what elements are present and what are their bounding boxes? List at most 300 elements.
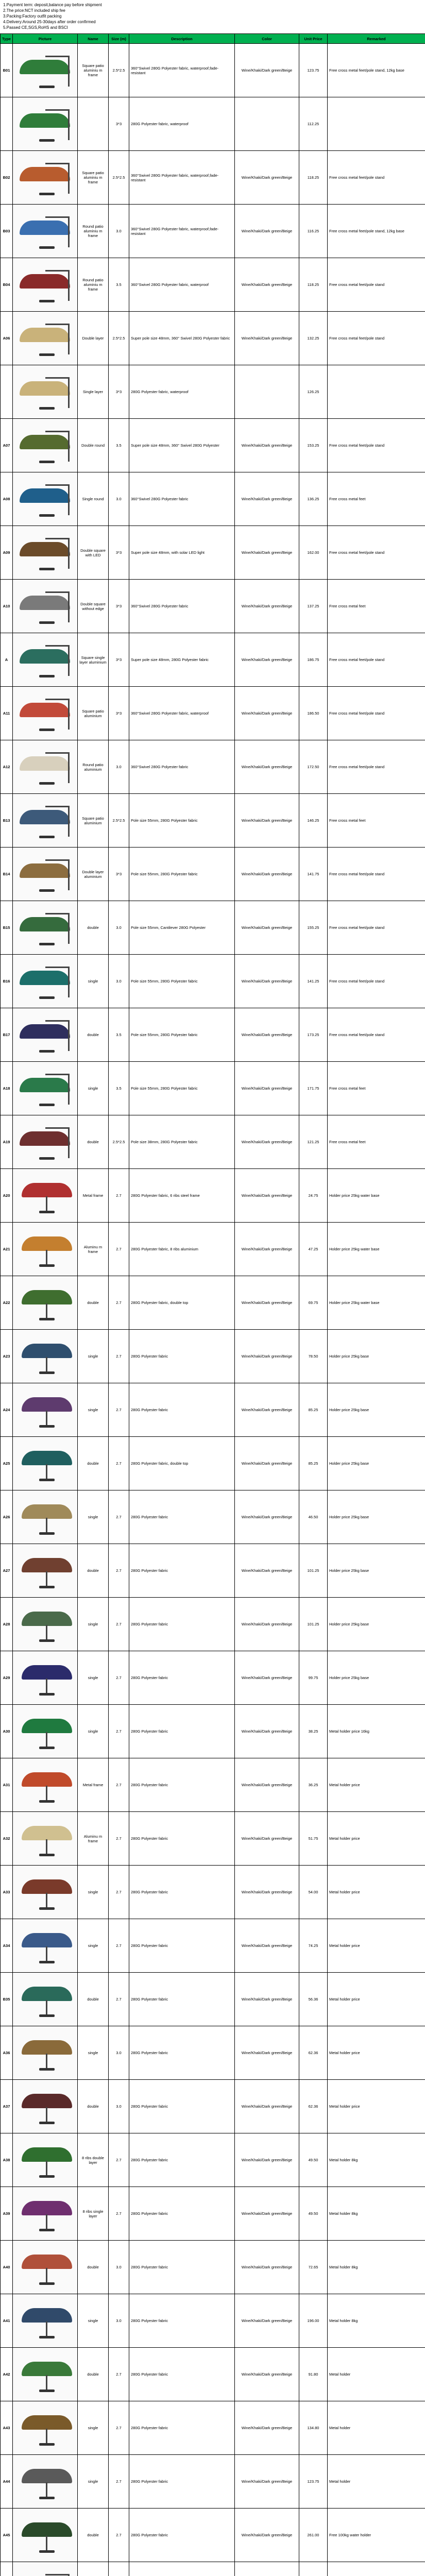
base-shape — [39, 1371, 55, 1374]
cell-size: 2.7 — [109, 2133, 129, 2187]
arm-shape — [45, 752, 69, 754]
table-row — [1, 1330, 425, 1383]
base-shape — [39, 2336, 55, 2338]
canopy-shape — [22, 1879, 72, 1894]
umbrella-image — [14, 2087, 78, 2127]
cell-remark: Free cross metal feet/pole stand — [328, 848, 425, 901]
product-image — [13, 1062, 78, 1115]
note-line: 2.The price:NCT included ship fee — [3, 8, 65, 13]
table-row — [1, 2187, 425, 2241]
cell-type: A21 — [1, 1223, 13, 1276]
canopy-shape — [20, 167, 70, 181]
cell-size: 3*3 — [109, 580, 129, 633]
cell-price: 171.75 — [299, 1062, 328, 1115]
cell-price: 78.50 — [299, 1330, 328, 1383]
cell-price: 49.50 — [299, 2133, 328, 2187]
cell-remark: Free cross metal feet/pole stand — [328, 687, 425, 740]
cell-desc: 280G Polyester fabric — [129, 1651, 235, 1705]
arm-shape — [45, 163, 69, 164]
arm-shape — [45, 699, 69, 700]
cell-desc: 360°Swivel 280G Polyester fabric, waterproof,fade-resistant — [129, 44, 235, 97]
table-row — [1, 2080, 425, 2133]
cell-price: 56.36 — [299, 1973, 328, 2026]
cell-desc: Super pole size 48mm, 360° Swivel 280G Polyester — [129, 419, 235, 472]
cell-name: single — [78, 1490, 109, 1544]
cell-price: 162.00 — [299, 526, 328, 580]
product-image — [13, 901, 78, 955]
umbrella-image — [14, 50, 78, 91]
cell-desc: 280G Polyester fabric, waterproof — [129, 97, 235, 151]
cell-size: 3.0 — [109, 2026, 129, 2080]
cell-type: A41 — [1, 2294, 13, 2348]
umbrella-image — [14, 2301, 78, 2341]
table-row — [1, 2509, 425, 2562]
product-image — [13, 97, 78, 151]
cell-remark: Holder price 25kg base — [328, 1651, 425, 1705]
pole-shape — [68, 377, 70, 408]
cell-type: A32 — [1, 1812, 13, 1866]
arm-shape — [45, 591, 69, 593]
cell-desc: 280G Polyester fabric — [129, 1973, 235, 2026]
cell-remark: Free cross metal feet — [328, 1115, 425, 1169]
cell-size: 2.5*2.5 — [109, 1115, 129, 1169]
cell-name: single — [78, 2026, 109, 2080]
base-shape — [39, 621, 55, 624]
cell-price: 99.75 — [299, 1651, 328, 1705]
cell-size: 3*3 — [109, 526, 129, 580]
cell-remark: Holder price 25kg base — [328, 1598, 425, 1651]
table-row — [1, 1276, 425, 1330]
cell-size: 3*3 — [109, 687, 129, 740]
table-row — [1, 2133, 425, 2187]
base-shape — [39, 2229, 55, 2231]
cell-name: single — [78, 2455, 109, 2509]
canopy-shape — [22, 1236, 72, 1251]
product-image — [13, 848, 78, 901]
cell-size: 2.7 — [109, 2348, 129, 2401]
cell-type: B13 — [1, 794, 13, 848]
umbrella-image — [14, 586, 78, 626]
cell-remark — [328, 97, 425, 151]
umbrella-image — [14, 640, 78, 680]
cell-name: single — [78, 1705, 109, 1758]
table-row — [1, 472, 425, 526]
product-image — [13, 1276, 78, 1330]
canopy-shape — [20, 488, 70, 503]
table-row — [1, 44, 425, 97]
cell-price: 196.00 — [299, 2294, 328, 2348]
pole-shape — [68, 806, 70, 837]
cell-name: double — [78, 2241, 109, 2294]
cell-color: Wine/Khaki/Dark green/Beige — [235, 2401, 299, 2455]
cell-type: A23 — [1, 1330, 13, 1383]
base-shape — [39, 193, 55, 195]
cell-remark: Holder price 25kg base — [328, 1330, 425, 1383]
canopy-shape — [20, 917, 70, 931]
cell-price: 173.25 — [299, 1008, 328, 1062]
base-shape — [39, 1211, 55, 1213]
umbrella-image — [14, 1336, 78, 1377]
base-shape — [39, 2550, 55, 2553]
cell-name: Round patio aluminiu m frame — [78, 205, 109, 258]
product-image — [13, 1919, 78, 1973]
pole-shape — [46, 2321, 47, 2337]
product-image — [13, 1169, 78, 1223]
product-image — [13, 1008, 78, 1062]
cell-size: 3.0 — [109, 901, 129, 955]
umbrella-image — [14, 2033, 78, 2073]
base-shape — [39, 1854, 55, 1856]
canopy-shape — [22, 2308, 72, 2323]
cell-color: Wine/Khaki/Dark green/Beige — [235, 1223, 299, 1276]
cell-price: 24.75 — [299, 1169, 328, 1223]
cell-size: 2.7 — [109, 1919, 129, 1973]
cell-color: Wine/Khaki/Dark green/Beige — [235, 2241, 299, 2294]
product-image — [13, 2241, 78, 2294]
cell-price: 101.25 — [299, 1544, 328, 1598]
cell-size: 2.7 — [109, 1383, 129, 1437]
cell-remark: Metal holder 8kg — [328, 2133, 425, 2187]
arm-shape — [45, 2574, 69, 2575]
umbrella-image — [14, 1122, 78, 1162]
cell-color: Wine/Khaki/Dark green/Beige — [235, 1973, 299, 2026]
canopy-shape — [22, 1290, 72, 1304]
base-shape — [39, 1961, 55, 1963]
cell-price: 49.50 — [299, 2187, 328, 2241]
cell-type: A45 — [1, 2509, 13, 2562]
cell-color: Wine/Khaki/Dark green/Beige — [235, 151, 299, 205]
cell-desc: 360°Swivel 280G Polyester fabric, waterproof — [129, 258, 235, 312]
cell-size: 2.7 — [109, 1973, 129, 2026]
cell-remark: Metal holder — [328, 2348, 425, 2401]
cell-desc: 280G Polyester fabric — [129, 1866, 235, 1919]
table-row — [1, 1705, 425, 1758]
cell-desc: Super pole size 48mm, 280G Polyester fabric — [129, 633, 235, 687]
cell-size: 3.5 — [109, 419, 129, 472]
cell-desc: 280G Polyester fabric — [129, 2080, 235, 2133]
pole-shape — [46, 1250, 47, 1265]
cell-price: 51.75 — [299, 1812, 328, 1866]
umbrella-image — [14, 1551, 78, 1591]
cell-desc: 280G Polyester fabric — [129, 1758, 235, 1812]
header-unit-price: Unit Price — [299, 34, 328, 44]
cell-remark: Metal holder — [328, 2455, 425, 2509]
cell-name: single — [78, 1330, 109, 1383]
cell-remark: Free cross metal feet/pole stand — [328, 419, 425, 472]
table-row — [1, 1490, 425, 1544]
table-row — [1, 205, 425, 258]
cell-desc: 280G Polyester fabric, 6 ribs steel frame — [129, 1169, 235, 1223]
cell-name: double — [78, 1437, 109, 1490]
cell-desc: 280G Polyester fabric — [129, 1919, 235, 1973]
cell-desc: 360°Swivel 280G Polyester fabric — [129, 580, 235, 633]
cell-type: A27 — [1, 1544, 13, 1598]
cell-desc: 280G Polyester fabric, waterproof — [129, 365, 235, 419]
base-shape — [39, 2068, 55, 2071]
umbrella-image — [14, 801, 78, 841]
arm-shape — [45, 859, 69, 861]
base-shape — [39, 1639, 55, 1642]
product-image — [13, 1973, 78, 2026]
table-row — [1, 258, 425, 312]
product-image — [13, 1598, 78, 1651]
product-image — [13, 633, 78, 687]
product-image — [13, 1223, 78, 1276]
cell-color: Wine/Khaki/Dark green/Beige — [235, 1437, 299, 1490]
cell-color: Wine/Khaki/Dark green/Beige — [235, 1758, 299, 1812]
cell-size: 3.0 — [109, 2294, 129, 2348]
product-image — [13, 2509, 78, 2562]
cell-desc — [129, 2562, 235, 2576]
cell-remark: Metal holder price — [328, 2026, 425, 2080]
cell-desc: 280G Polyester fabric — [129, 1598, 235, 1651]
cell-type: A11 — [1, 687, 13, 740]
cell-remark: Holder price 25kg water base — [328, 1223, 425, 1276]
cell-name: Double square without edge — [78, 580, 109, 633]
cell-name: Round patio aluminiu m frame — [78, 258, 109, 312]
umbrella-image — [14, 479, 78, 519]
cell-type: A25 — [1, 1437, 13, 1490]
umbrella-image — [14, 1658, 78, 1698]
pole-shape — [46, 1411, 47, 1426]
canopy-shape — [22, 1665, 72, 1680]
base-shape — [39, 2282, 55, 2285]
pole-shape — [46, 1571, 47, 1587]
arm-shape — [45, 538, 69, 539]
cell-type — [1, 97, 13, 151]
umbrella-image — [14, 908, 78, 948]
table-row — [1, 901, 425, 955]
cell-name: Metal frame — [78, 1758, 109, 1812]
product-image — [13, 472, 78, 526]
umbrella-image — [14, 211, 78, 251]
canopy-shape — [22, 1183, 72, 1197]
umbrella-image — [14, 1390, 78, 1430]
table-row — [1, 151, 425, 205]
product-image — [13, 2133, 78, 2187]
cell-name: Single round — [78, 472, 109, 526]
cell-remark: Holder price 25kg water base — [328, 1276, 425, 1330]
umbrella-image — [14, 1872, 78, 1912]
cell-size: 2.7 — [109, 1651, 129, 1705]
pole-shape — [46, 1732, 47, 1748]
cell-type: A18 — [1, 1062, 13, 1115]
product-image — [13, 1758, 78, 1812]
umbrella-image — [14, 265, 78, 305]
cell-price: 146.25 — [299, 794, 328, 848]
table-row — [1, 1598, 425, 1651]
pole-shape — [46, 1357, 47, 1372]
base-shape — [39, 1157, 55, 1160]
cell-color: Wine/Khaki/Dark green/Beige — [235, 1062, 299, 1115]
arm-shape — [45, 431, 69, 432]
cell-remark: Free cross metal feet/pole stand — [328, 901, 425, 955]
canopy-shape — [20, 60, 70, 74]
cell-remark: Free cross metal feet/pole stand — [328, 633, 425, 687]
product-image — [13, 1866, 78, 1919]
table-row — [1, 1062, 425, 1115]
cell-desc: 280G Polyester fabric — [129, 1330, 235, 1383]
pole-shape — [68, 56, 70, 87]
canopy-shape — [22, 2469, 72, 2483]
cell-type: A08 — [1, 472, 13, 526]
product-image — [13, 1330, 78, 1383]
notes-block — [0, 0, 425, 33]
cell-color: Wine/Khaki/Dark green/Beige — [235, 1866, 299, 1919]
umbrella-image — [14, 693, 78, 734]
base-shape — [39, 889, 55, 892]
product-image — [13, 1651, 78, 1705]
umbrella-image — [14, 2408, 78, 2448]
cell-price: 123.75 — [299, 44, 328, 97]
table-row — [1, 97, 425, 151]
cell-name: single — [78, 1062, 109, 1115]
umbrella-image — [14, 854, 78, 894]
cell-type: A20 — [1, 1169, 13, 1223]
cell-remark: Holder price 25kg water base — [328, 1169, 425, 1223]
cell-name: double — [78, 1115, 109, 1169]
cell-size: 2.7 — [109, 2401, 129, 2455]
header-color: Color — [235, 34, 299, 44]
cell-size: 2.7 — [109, 1169, 129, 1223]
cell-size: 2.7 — [109, 2455, 129, 2509]
table-row — [1, 1758, 425, 1812]
umbrella-image — [14, 2569, 78, 2576]
cell-type: B03 — [1, 205, 13, 258]
base-shape — [39, 1747, 55, 1749]
base-shape — [39, 996, 55, 999]
product-image — [13, 365, 78, 419]
product-image — [13, 740, 78, 794]
cell-size: 2.7 — [109, 1490, 129, 1544]
cell-name: Round patio aluminium — [78, 740, 109, 794]
table-row — [1, 955, 425, 1008]
cell-name: Square patio aluminiu m frame — [78, 151, 109, 205]
base-shape — [39, 675, 55, 677]
cell-remark: Free cross metal feet — [328, 472, 425, 526]
cell-size: 2.7 — [109, 1705, 129, 1758]
cell-color — [235, 2562, 299, 2576]
arm-shape — [45, 1074, 69, 1075]
cell-desc: 280G Polyester fabric, double top — [129, 1437, 235, 1490]
cell-price: 69.75 — [299, 1276, 328, 1330]
cell-color: Wine/Khaki/Dark green/Beige — [235, 580, 299, 633]
cell-price: 172.50 — [299, 740, 328, 794]
base-shape — [39, 1800, 55, 1803]
cell-type: A12 — [1, 740, 13, 794]
table-row — [1, 580, 425, 633]
note-line: 4.Delivery:Around 25-30days after order confirmed — [3, 20, 96, 24]
table-row — [1, 740, 425, 794]
cell-type: A10 — [1, 580, 13, 633]
base-shape — [39, 246, 55, 249]
umbrella-image — [14, 426, 78, 466]
canopy-shape — [20, 596, 70, 610]
cell-name: double — [78, 1276, 109, 1330]
base-shape — [39, 836, 55, 838]
cell-remark: Metal holder 8kg — [328, 2187, 425, 2241]
cell-type: A42 — [1, 2348, 13, 2401]
cell-remark: Holder price 25kg base — [328, 1383, 425, 1437]
header-row — [1, 34, 425, 44]
cell-desc: 280G Polyester fabric — [129, 1490, 235, 1544]
cell-type — [1, 365, 13, 419]
cell-color — [235, 365, 299, 419]
cell-remark: Free cross metal feet/pole stand — [328, 258, 425, 312]
cell-color: Wine/Khaki/Dark green/Beige — [235, 2294, 299, 2348]
table-row — [1, 2455, 425, 2509]
cell-remark: Free 100kg water holder — [328, 2509, 425, 2562]
cell-price: 132.25 — [299, 312, 328, 365]
cell-type: B01 — [1, 44, 13, 97]
arm-shape — [45, 1020, 69, 1022]
canopy-shape — [22, 1933, 72, 1947]
cell-name: single — [78, 2294, 109, 2348]
cell-price: 121.25 — [299, 1115, 328, 1169]
cell-type: A — [1, 633, 13, 687]
canopy-shape — [20, 435, 70, 449]
canopy-shape — [22, 1612, 72, 1626]
cell-desc: 360°Swivel 280G Polyester fabric, waterproof,fade-resistant — [129, 205, 235, 258]
cell-size: 3.0 — [109, 472, 129, 526]
note-line: 5.Passed CE,SGS,RoHS and BSCI — [3, 25, 68, 30]
cell-size: 2.5*2.5 — [109, 794, 129, 848]
cell-remark: Free cross metal feet — [328, 580, 425, 633]
pole-shape — [68, 699, 70, 730]
cell-color: Wine/Khaki/Dark green/Beige — [235, 1008, 299, 1062]
cell-remark: Metal holder price — [328, 1812, 425, 1866]
cell-name: double — [78, 2080, 109, 2133]
pole-shape — [68, 1074, 70, 1105]
pole-shape — [68, 270, 70, 301]
cell-color: Wine/Khaki/Dark green/Beige — [235, 1330, 299, 1383]
cell-color: Wine/Khaki/Dark green/Beige — [235, 1490, 299, 1544]
cell-type: B17 — [1, 1008, 13, 1062]
cell-size: 2.7 — [109, 1598, 129, 1651]
pole-shape — [46, 2268, 47, 2283]
cell-price: 46.50 — [299, 1490, 328, 1544]
canopy-shape — [20, 221, 70, 235]
cell-remark: Holder price 25kg base — [328, 1544, 425, 1598]
product-image — [13, 1544, 78, 1598]
cell-remark: Free cross metal feet — [328, 1062, 425, 1115]
cell-name: double — [78, 1973, 109, 2026]
cell-name: single — [78, 1383, 109, 1437]
canopy-shape — [20, 328, 70, 342]
pole-shape — [68, 484, 70, 515]
product-image — [13, 2026, 78, 2080]
pole-shape — [68, 967, 70, 997]
umbrella-image — [14, 1926, 78, 1966]
canopy-shape — [22, 2040, 72, 2055]
table-row — [1, 526, 425, 580]
arm-shape — [45, 913, 69, 914]
cell-name — [78, 2562, 109, 2576]
cell-color: Wine/Khaki/Dark green/Beige — [235, 955, 299, 1008]
canopy-shape — [22, 2094, 72, 2108]
canopy-shape — [20, 381, 70, 396]
cell-remark — [328, 365, 425, 419]
cell-color: Wine/Khaki/Dark green/Beige — [235, 1651, 299, 1705]
cell-name: Double layer — [78, 312, 109, 365]
cell-name: Square single layer aluminium — [78, 633, 109, 687]
table-row — [1, 1973, 425, 2026]
umbrella-image — [14, 533, 78, 573]
table-row — [1, 2294, 425, 2348]
cell-type: A26 — [1, 1490, 13, 1544]
cell-size: 3.0 — [109, 2241, 129, 2294]
header-size: Size (m) — [109, 34, 129, 44]
